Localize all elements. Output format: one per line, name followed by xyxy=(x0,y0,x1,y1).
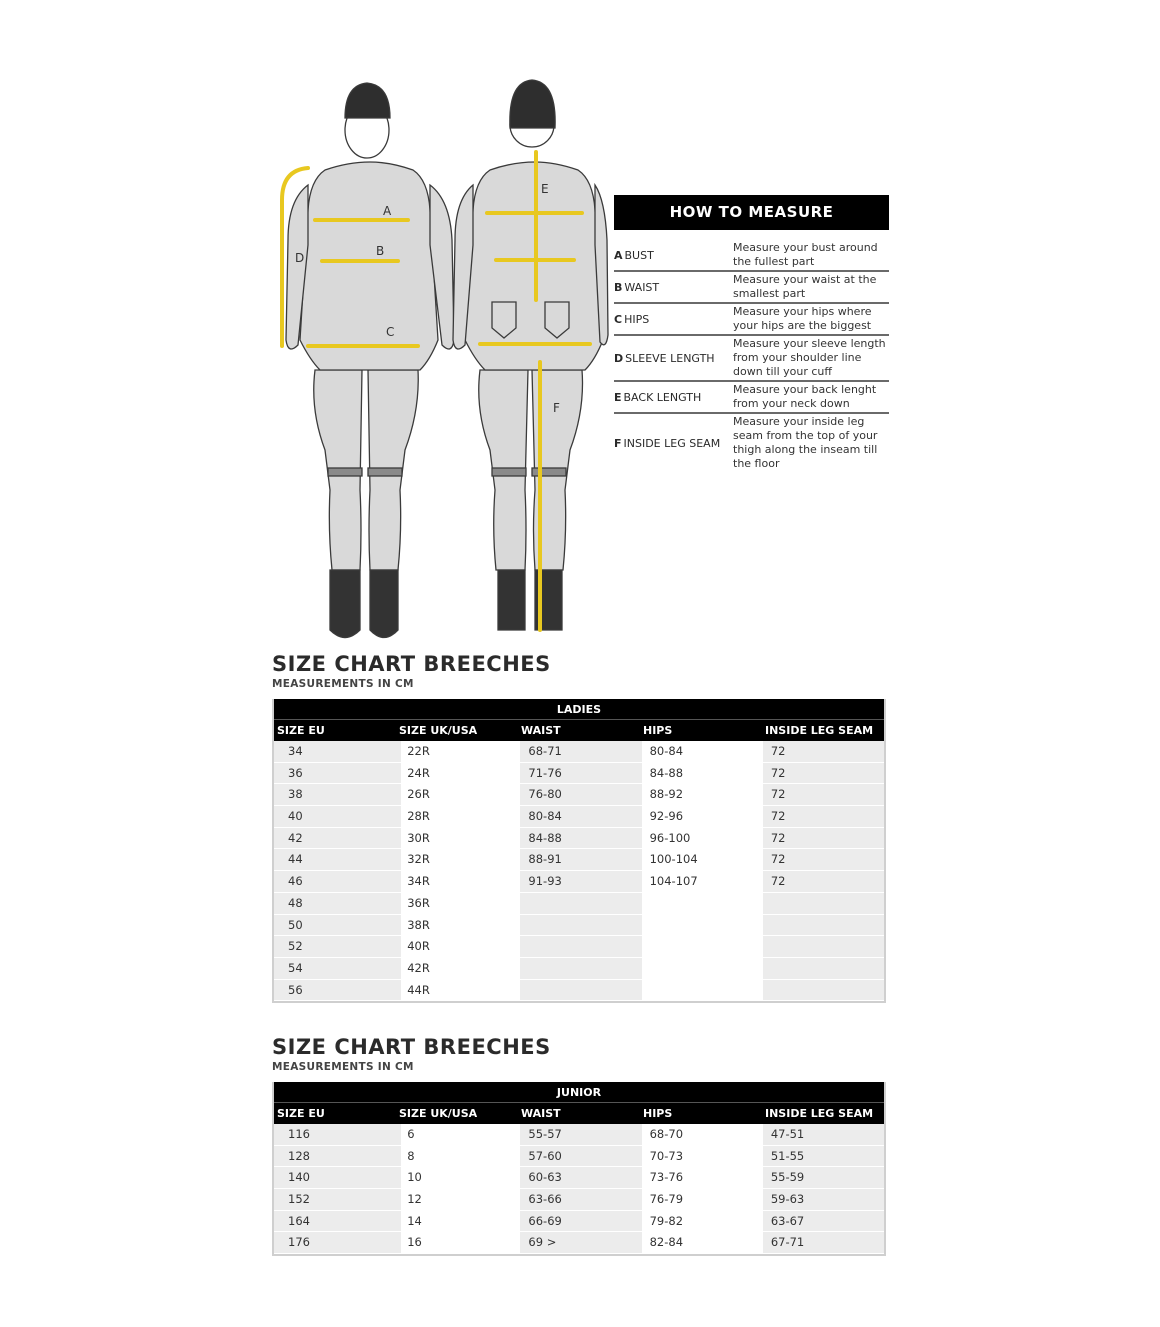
measure-letter: F xyxy=(614,436,622,450)
table-row xyxy=(274,806,884,828)
table-cell: 79-82 xyxy=(642,1211,763,1233)
label-b: B xyxy=(376,244,385,258)
measure-item-waist xyxy=(614,272,889,304)
measure-item-bust xyxy=(614,240,889,272)
measurement-figures xyxy=(270,70,610,650)
table-cell: 38R xyxy=(401,915,520,937)
table-row xyxy=(274,1232,884,1254)
table-cell: 164 xyxy=(274,1211,401,1233)
measure-name: BACK LENGTH xyxy=(623,390,702,404)
label-c: C xyxy=(386,325,395,339)
measure-letter: A xyxy=(614,248,623,262)
table-cell: 32R xyxy=(401,849,520,871)
table-cell: 14 xyxy=(401,1211,520,1233)
table-cell: 128 xyxy=(274,1146,401,1168)
table-cell xyxy=(642,958,763,980)
column-header: SIZE UK/USA xyxy=(399,724,478,737)
table-row xyxy=(274,828,884,850)
table-cell: 42 xyxy=(274,828,401,850)
measure-description: Measure your back lenght from your neck down xyxy=(733,383,877,410)
table-cell: 84-88 xyxy=(520,828,641,850)
table-cell xyxy=(763,980,884,1002)
front-figure xyxy=(286,83,454,638)
table-cell: 38 xyxy=(274,784,401,806)
table-row xyxy=(274,1146,884,1168)
table-cell: 82-84 xyxy=(642,1232,763,1254)
table-cell: 80-84 xyxy=(520,806,641,828)
table-body xyxy=(274,1124,884,1254)
measure-name: SLEEVE LENGTH xyxy=(625,351,715,365)
column-header: INSIDE LEG SEAM xyxy=(765,724,874,737)
table-cell: 16 xyxy=(401,1232,520,1254)
column-header: SIZE EU xyxy=(277,724,325,737)
table-cell: 36R xyxy=(401,893,520,915)
table-cell: 91-93 xyxy=(520,871,641,893)
table-cell: 50 xyxy=(274,915,401,937)
table-cell: 34R xyxy=(401,871,520,893)
column-header: SIZE UK/USA xyxy=(399,1107,478,1120)
table-cell: 51-55 xyxy=(763,1146,884,1168)
table-cell: 72 xyxy=(763,806,884,828)
measure-item-back-length xyxy=(614,382,889,414)
table-cell xyxy=(520,958,641,980)
measure-letter: D xyxy=(614,351,624,365)
table-cell: 63-67 xyxy=(763,1211,884,1233)
table-cell: 88-91 xyxy=(520,849,641,871)
table-row xyxy=(274,893,884,915)
chart-subtitle: MEASUREMENTS IN CM xyxy=(272,678,414,690)
table-cell xyxy=(763,893,884,915)
table-cell: 71-76 xyxy=(520,763,641,785)
table-cell xyxy=(642,936,763,958)
table-cell: 44R xyxy=(401,980,520,1002)
measure-item-hips xyxy=(614,304,889,336)
column-header: WAIST xyxy=(521,1107,561,1120)
table-cell: 69 > xyxy=(520,1232,641,1254)
table-cell: 6 xyxy=(401,1124,520,1146)
table-cell: 10 xyxy=(401,1167,520,1189)
table-cell: 52 xyxy=(274,936,401,958)
measure-letter: B xyxy=(614,280,623,294)
label-a: A xyxy=(383,204,392,218)
table-cell: 24R xyxy=(401,763,520,785)
label-d: D xyxy=(295,251,305,265)
table-cell: 76-79 xyxy=(642,1189,763,1211)
table-cell: 67-71 xyxy=(763,1232,884,1254)
table-cell xyxy=(642,980,763,1002)
table-row xyxy=(274,741,884,763)
table-cell: 70-73 xyxy=(642,1146,763,1168)
table-row xyxy=(274,915,884,937)
ladies-size-table xyxy=(272,699,886,1003)
chart-title: SIZE CHART BREECHES xyxy=(272,652,551,676)
table-cell: 68-71 xyxy=(520,741,641,763)
back-figure xyxy=(453,80,608,630)
measure-item-sleeve-length xyxy=(614,336,889,382)
measure-item-inside-leg-seam xyxy=(614,414,889,472)
table-cell: 176 xyxy=(274,1232,401,1254)
table-cell: 46 xyxy=(274,871,401,893)
table-cell: 96-100 xyxy=(642,828,763,850)
table-row xyxy=(274,784,884,806)
table-cell xyxy=(763,958,884,980)
measure-name: INSIDE LEG SEAM xyxy=(623,436,721,450)
measure-letter: E xyxy=(614,390,622,404)
how-to-measure-title: HOW TO MEASURE xyxy=(614,195,889,230)
ladies-size-chart xyxy=(272,652,886,1003)
table-row xyxy=(274,958,884,980)
table-cell: 40 xyxy=(274,806,401,828)
measure-description: Measure your waist at the smallest part xyxy=(733,273,877,300)
table-cell: 60-63 xyxy=(520,1167,641,1189)
column-header: WAIST xyxy=(521,724,561,737)
measure-name: HIPS xyxy=(624,312,650,326)
measure-name: WAIST xyxy=(624,280,660,294)
table-cell: 80-84 xyxy=(642,741,763,763)
table-cell: 72 xyxy=(763,849,884,871)
table-cell: 55-57 xyxy=(520,1124,641,1146)
table-cell: 92-96 xyxy=(642,806,763,828)
table-row xyxy=(274,871,884,893)
table-cell xyxy=(520,980,641,1002)
measure-description: Measure your inside leg seam from the top of your thigh along the inseam till the floor xyxy=(733,415,878,470)
table-cell: 30R xyxy=(401,828,520,850)
table-row xyxy=(274,980,884,1002)
table-row xyxy=(274,1124,884,1146)
table-cell: 28R xyxy=(401,806,520,828)
table-cell: 22R xyxy=(401,741,520,763)
table-cell: 140 xyxy=(274,1167,401,1189)
table-cell: 48 xyxy=(274,893,401,915)
table-row xyxy=(274,849,884,871)
table-cell: 55-59 xyxy=(763,1167,884,1189)
table-group-header: LADIES xyxy=(274,699,884,719)
table-cell: 26R xyxy=(401,784,520,806)
how-to-measure-panel xyxy=(614,195,889,472)
table-cell xyxy=(642,893,763,915)
table-cell: 104-107 xyxy=(642,871,763,893)
table-cell: 54 xyxy=(274,958,401,980)
column-header: HIPS xyxy=(643,724,673,737)
measure-description: Measure your hips where your hips are the biggest xyxy=(733,305,872,332)
table-column-headers xyxy=(274,719,884,741)
table-cell xyxy=(642,915,763,937)
table-cell: 116 xyxy=(274,1124,401,1146)
table-cell: 34 xyxy=(274,741,401,763)
measure-description: Measure your bust around the fullest part xyxy=(733,241,878,268)
table-cell xyxy=(763,915,884,937)
table-cell: 12 xyxy=(401,1189,520,1211)
table-cell: 42R xyxy=(401,958,520,980)
chart-subtitle: MEASUREMENTS IN CM xyxy=(272,1061,414,1073)
label-e: E xyxy=(541,182,549,196)
table-row xyxy=(274,1167,884,1189)
table-cell: 63-66 xyxy=(520,1189,641,1211)
table-cell: 44 xyxy=(274,849,401,871)
table-cell: 72 xyxy=(763,828,884,850)
column-header: SIZE EU xyxy=(277,1107,325,1120)
table-cell: 8 xyxy=(401,1146,520,1168)
table-cell: 88-92 xyxy=(642,784,763,806)
table-cell xyxy=(520,936,641,958)
table-cell: 66-69 xyxy=(520,1211,641,1233)
column-header: HIPS xyxy=(643,1107,673,1120)
table-cell: 56 xyxy=(274,980,401,1002)
table-row xyxy=(274,1211,884,1233)
table-row xyxy=(274,936,884,958)
table-row xyxy=(274,1189,884,1211)
table-column-headers xyxy=(274,1102,884,1124)
label-f: F xyxy=(553,401,560,415)
table-cell: 152 xyxy=(274,1189,401,1211)
table-cell: 72 xyxy=(763,871,884,893)
table-group-header: JUNIOR xyxy=(274,1082,884,1102)
table-body xyxy=(274,741,884,1001)
table-cell: 84-88 xyxy=(642,763,763,785)
column-header: INSIDE LEG SEAM xyxy=(765,1107,874,1120)
table-cell: 68-70 xyxy=(642,1124,763,1146)
figures-illustration xyxy=(270,70,610,650)
measure-letter: C xyxy=(614,312,623,326)
table-cell: 72 xyxy=(763,763,884,785)
table-cell: 72 xyxy=(763,784,884,806)
table-cell xyxy=(520,893,641,915)
table-cell: 36 xyxy=(274,763,401,785)
measure-name: BUST xyxy=(624,248,654,262)
table-cell xyxy=(520,915,641,937)
table-row xyxy=(274,763,884,785)
table-cell: 73-76 xyxy=(642,1167,763,1189)
table-cell: 72 xyxy=(763,741,884,763)
table-cell: 47-51 xyxy=(763,1124,884,1146)
table-cell xyxy=(763,936,884,958)
table-cell: 59-63 xyxy=(763,1189,884,1211)
measure-description: Measure your sleeve length from your shoulder line down till your cuff xyxy=(733,337,886,378)
table-cell: 100-104 xyxy=(642,849,763,871)
junior-size-chart xyxy=(272,1035,886,1256)
table-cell: 40R xyxy=(401,936,520,958)
junior-size-table xyxy=(272,1082,886,1256)
table-cell: 57-60 xyxy=(520,1146,641,1168)
chart-title: SIZE CHART BREECHES xyxy=(272,1035,551,1059)
table-cell: 76-80 xyxy=(520,784,641,806)
how-to-measure-list xyxy=(614,240,889,472)
